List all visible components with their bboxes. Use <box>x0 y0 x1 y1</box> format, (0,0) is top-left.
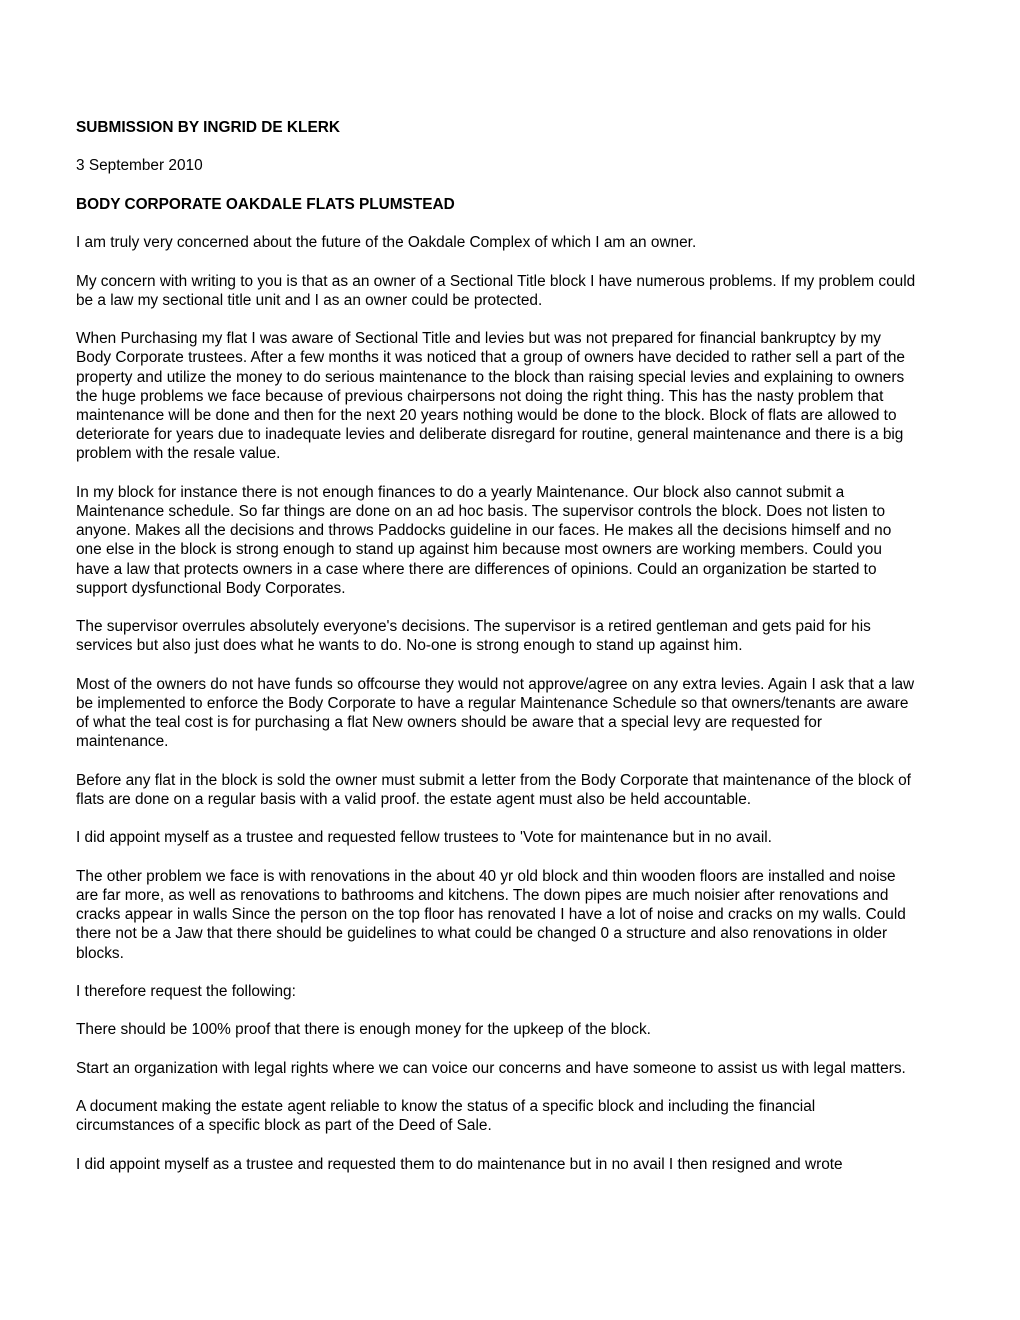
paragraph: In my block for instance there is not enough finances to do a yearly Maintenance. Our block also cannot submit a Maintenance schedule. So far things are done on an ad hoc basis. The supervisor controls the block. Does not listen to anyone. Makes all the decisions and throws Paddocks guideline in our faces. He makes all the decisions himself and no one else in the block is strong enough to stand up against him because most owners are working members. Could you have a law that protects owners in a case where there are differences of opinions. Could an organization be started to support dysfunctional Body Corporates. <box>76 483 892 597</box>
paragraph: The other problem we face is with renovations in the about 40 yr old block and thin wooden floors are installed and noise are far more, as well as renovations to bathrooms and kitchens. The down pipes are much noisier after renovations and cracks appear in walls Since the person on the top floor has renovated I have a lot of noise and cracks on my walls. Could there not be a Jaw that there should be guidelines to what could be changed 0 a structure and also renovations in older blocks. <box>76 867 906 962</box>
paragraph: Before any flat in the block is sold the owner must submit a letter from the Body Corporate that maintenance of the block of flats are done on a regular basis with a valid proof. the estate agent must also be held accountable. <box>76 771 911 808</box>
paragraph: When Purchasing my flat I was aware of Sectional Title and levies but was not prepared for financial bankruptcy by my Body Corporate trustees. After a few months it was noticed that a group of owners have decided to rather sell a part of the property and utilize the money to do serious maintenance to the block than raising special levies and explaining to owners the huge problems we face because of previous chairpersons not doing the right thing. This has the nasty problem that maintenance will be done and then for the next 20 years nothing would be done to the block. Block of flats are allowed to deteriorate for years due to inadequate levies and deliberate disregard for routine, general maintenance and there is a big problem with the resale value. <box>76 330 905 463</box>
document-heading: SUBMISSION BY INGRID DE KLERK <box>76 119 340 136</box>
paragraph: I did appoint myself as a trustee and requested fellow trustees to 'Vote for maintenance but in no avail. <box>76 829 772 847</box>
paragraph: I did appoint myself as a trustee and requested them to do maintenance but in no avail I then resigned and wrote <box>76 1155 843 1173</box>
paragraph: My concern with writing to you is that as an owner of a Sectional Title block I have numerous problems. If my problem could be a law my sectional title unit and I as an owner could be protected. <box>76 272 916 309</box>
paragraph: A document making the estate agent reliable to know the status of a specific block and including the financial circumstances of a specific block as part of the Deed of Sale. <box>76 1098 816 1135</box>
document-date: 3 September 2010 <box>76 157 203 175</box>
document-page <box>76 118 916 1193</box>
document-subject: BODY CORPORATE OAKDALE FLATS PLUMSTEAD <box>76 195 455 213</box>
paragraph: I therefore request the following: <box>76 982 296 1000</box>
paragraph: The supervisor overrules absolutely everyone's decisions. The supervisor is a retired gentleman and gets paid for his services but also just does what he wants to do. No-one is strong enough to stand up against him. <box>76 618 871 655</box>
paragraph: I am truly very concerned about the future of the Oakdale Complex of which I am an owner. <box>76 234 697 252</box>
paragraph: Start an organization with legal rights where we can voice our concerns and have someone to assist us with legal matters. <box>76 1059 906 1077</box>
paragraph: Most of the owners do not have funds so offcourse they would not approve/agree on any extra levies. Again I ask that a law be implemented to enforce the Body Corporate to have a regular Maintenance Schedule so that owners/tenants are aware of what the teal cost is for purchasing a flat New owners should be aware that a special levy are requested for maintenance. <box>76 675 915 751</box>
paragraph: There should be 100% proof that there is enough money for the upkeep of the block. <box>76 1021 651 1039</box>
